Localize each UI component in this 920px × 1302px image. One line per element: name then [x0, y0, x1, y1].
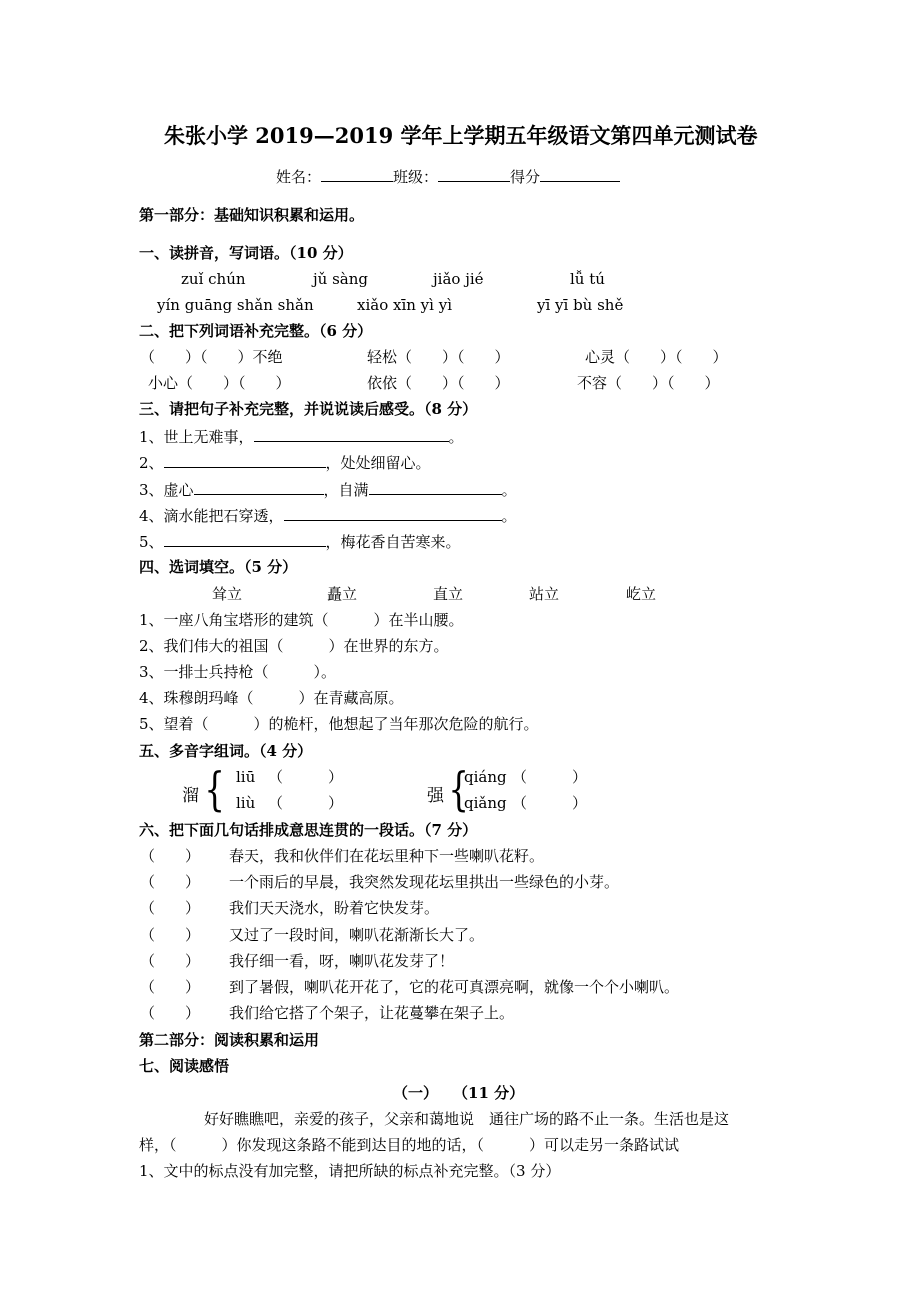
reading-task: 1、文中的标点没有加完整，请把所缺的标点补充完整。（3 分）	[139, 1162, 561, 1180]
score-label: 得分	[510, 168, 541, 186]
order-paren[interactable]: （ ）	[140, 899, 201, 917]
q6-heading: 六、把下面几句话排成意思连贯的一段话。（7 分）	[139, 821, 478, 839]
sentence-item	[139, 505, 517, 526]
fill-item: 1、一座八角宝塔形的建筑（ ）在半山腰。	[139, 611, 464, 629]
sentence-text: 3、虚心	[139, 481, 194, 499]
score-field[interactable]	[540, 166, 620, 182]
sentence-text: ，处处细留心。	[325, 454, 431, 472]
order-sentence: 我们给它搭了个架子，让花蔓攀在架子上。	[229, 1004, 515, 1022]
sentence-text: 。	[448, 428, 464, 446]
order-paren[interactable]: （ ）	[140, 873, 201, 891]
page-title: 朱张小学 2019—2019 学年上学期五年级语文第四单元测试卷	[164, 123, 758, 148]
sentence-text: 1、世上无难事，	[139, 428, 254, 446]
q1-heading: 一、读拼音，写词语。（10 分）	[139, 244, 353, 262]
pinyin: liù	[236, 794, 256, 812]
order-paren[interactable]: （ ）	[140, 952, 201, 970]
answer-blank[interactable]	[164, 531, 326, 547]
fill-item: 2、我们伟大的祖国（ ）在世界的东方。	[139, 637, 449, 655]
answer-paren[interactable]: （ ）	[512, 768, 588, 786]
sentence-text: 4、滴水能把石穿透，	[139, 507, 284, 525]
sentence-text: ，梅花香自苦寒来。	[325, 533, 461, 551]
polyphone-char: 溜	[182, 786, 199, 806]
word-choice: 屹立	[626, 585, 657, 603]
answer-paren[interactable]: （ ）	[512, 794, 588, 812]
order-sentence: 我们天天浇水，盼着它快发芽。	[229, 899, 440, 917]
sentence-item	[139, 479, 517, 500]
pinyin: qiáng	[464, 768, 507, 786]
pinyin: liū	[236, 768, 256, 786]
fill-item: 3、一排士兵持枪（ ）。	[139, 663, 337, 681]
order-paren[interactable]: （ ）	[140, 978, 201, 996]
part1-heading: 第一部分：基础知识积累和运用。	[139, 206, 365, 224]
word-choice: 矗立	[327, 585, 358, 603]
pinyin: jiǎo jié	[433, 270, 484, 288]
answer-blank[interactable]	[254, 426, 449, 442]
reading-subheading: （一） （11 分）	[393, 1084, 525, 1102]
order-paren[interactable]: （ ）	[140, 926, 201, 944]
sentence-text: 5、	[139, 533, 164, 551]
sentence-item	[139, 426, 464, 447]
pinyin: qiǎng	[464, 794, 507, 812]
order-sentence: 我仔细一看，呀，喇叭花发芽了！	[229, 952, 455, 970]
student-info-line	[276, 166, 620, 187]
order-sentence: 又过了一段时间，喇叭花渐渐长大了。	[229, 926, 485, 944]
answer-blank[interactable]	[164, 452, 326, 468]
sentence-item	[139, 452, 431, 473]
sentence-text: 。	[501, 507, 517, 525]
brace-icon: {	[448, 762, 469, 816]
part2-heading: 第二部分：阅读积累和运用	[139, 1031, 320, 1049]
word-choice: 站立	[529, 585, 560, 603]
order-sentence: 春天，我和伙伴们在花坛里种下一些喇叭花籽。	[229, 847, 545, 865]
word-choice: 耸立	[212, 585, 243, 603]
answer-blank[interactable]	[369, 479, 502, 495]
sentence-text: 2、	[139, 454, 164, 472]
order-paren[interactable]: （ ）	[140, 1004, 201, 1022]
fill-item: 5、望着（ ）的桅杆，他想起了当年那次危险的航行。	[139, 715, 539, 733]
sentence-text: ，自满	[323, 481, 369, 499]
sentence-item	[139, 531, 461, 552]
pinyin: yín guāng shǎn shǎn	[157, 296, 314, 314]
q7-heading: 七、阅读感悟	[139, 1057, 230, 1075]
order-sentence: 到了暑假，喇叭花开花了，它的花可真漂亮啊，就像一个个小喇叭。	[229, 978, 680, 996]
idiom-item: 心灵（ ）（ ）	[585, 348, 728, 366]
idiom-item: 轻松（ ）（ ）	[367, 348, 510, 366]
idiom-item: （ ）（ ）不绝	[140, 348, 283, 366]
polyphone-char: 强	[427, 786, 444, 806]
q3-heading: 三、请把句子补充完整，并说说读后感受。（8 分）	[139, 400, 478, 418]
answer-blank[interactable]	[194, 479, 324, 495]
pinyin: lǚ tú	[570, 270, 605, 288]
idiom-item: 小心（ ）（ ）	[148, 374, 291, 392]
pinyin: jǔ sàng	[313, 270, 368, 288]
name-label: 姓名：	[276, 168, 322, 186]
idiom-item: 依依（ ）（ ）	[367, 374, 510, 392]
pinyin: yī yī bù shě	[537, 296, 624, 314]
pinyin: xiǎo xīn yì yì	[357, 296, 452, 314]
reading-paragraph: 好好瞧瞧吧，亲爱的孩子，父亲和蔼地说 通往广场的路不止一条。生活也是这	[204, 1110, 730, 1128]
class-label: 班级：	[393, 168, 439, 186]
answer-blank[interactable]	[284, 505, 502, 521]
order-paren[interactable]: （ ）	[140, 847, 201, 865]
class-field[interactable]	[438, 166, 510, 182]
pinyin: zuǐ chún	[181, 270, 246, 288]
answer-paren[interactable]: （ ）	[268, 768, 344, 786]
word-choice: 直立	[433, 585, 464, 603]
name-field[interactable]	[321, 166, 393, 182]
fill-item: 4、珠穆朗玛峰（ ）在青藏高原。	[139, 689, 404, 707]
idiom-item: 不容（ ）（ ）	[577, 374, 720, 392]
order-sentence: 一个雨后的早晨，我突然发现花坛里拱出一些绿色的小芽。	[229, 873, 620, 891]
answer-paren[interactable]: （ ）	[268, 794, 344, 812]
q4-heading: 四、选词填空。（5 分）	[139, 558, 298, 576]
q2-heading: 二、把下列词语补充完整。（6 分）	[139, 322, 373, 340]
q5-heading: 五、多音字组词。（4 分）	[139, 742, 313, 760]
brace-icon: {	[204, 762, 225, 816]
sentence-text: 。	[501, 481, 517, 499]
reading-paragraph: 样，（ ）你发现这条路不能到达目的地的话，（ ）可以走另一条路试试	[139, 1136, 680, 1154]
